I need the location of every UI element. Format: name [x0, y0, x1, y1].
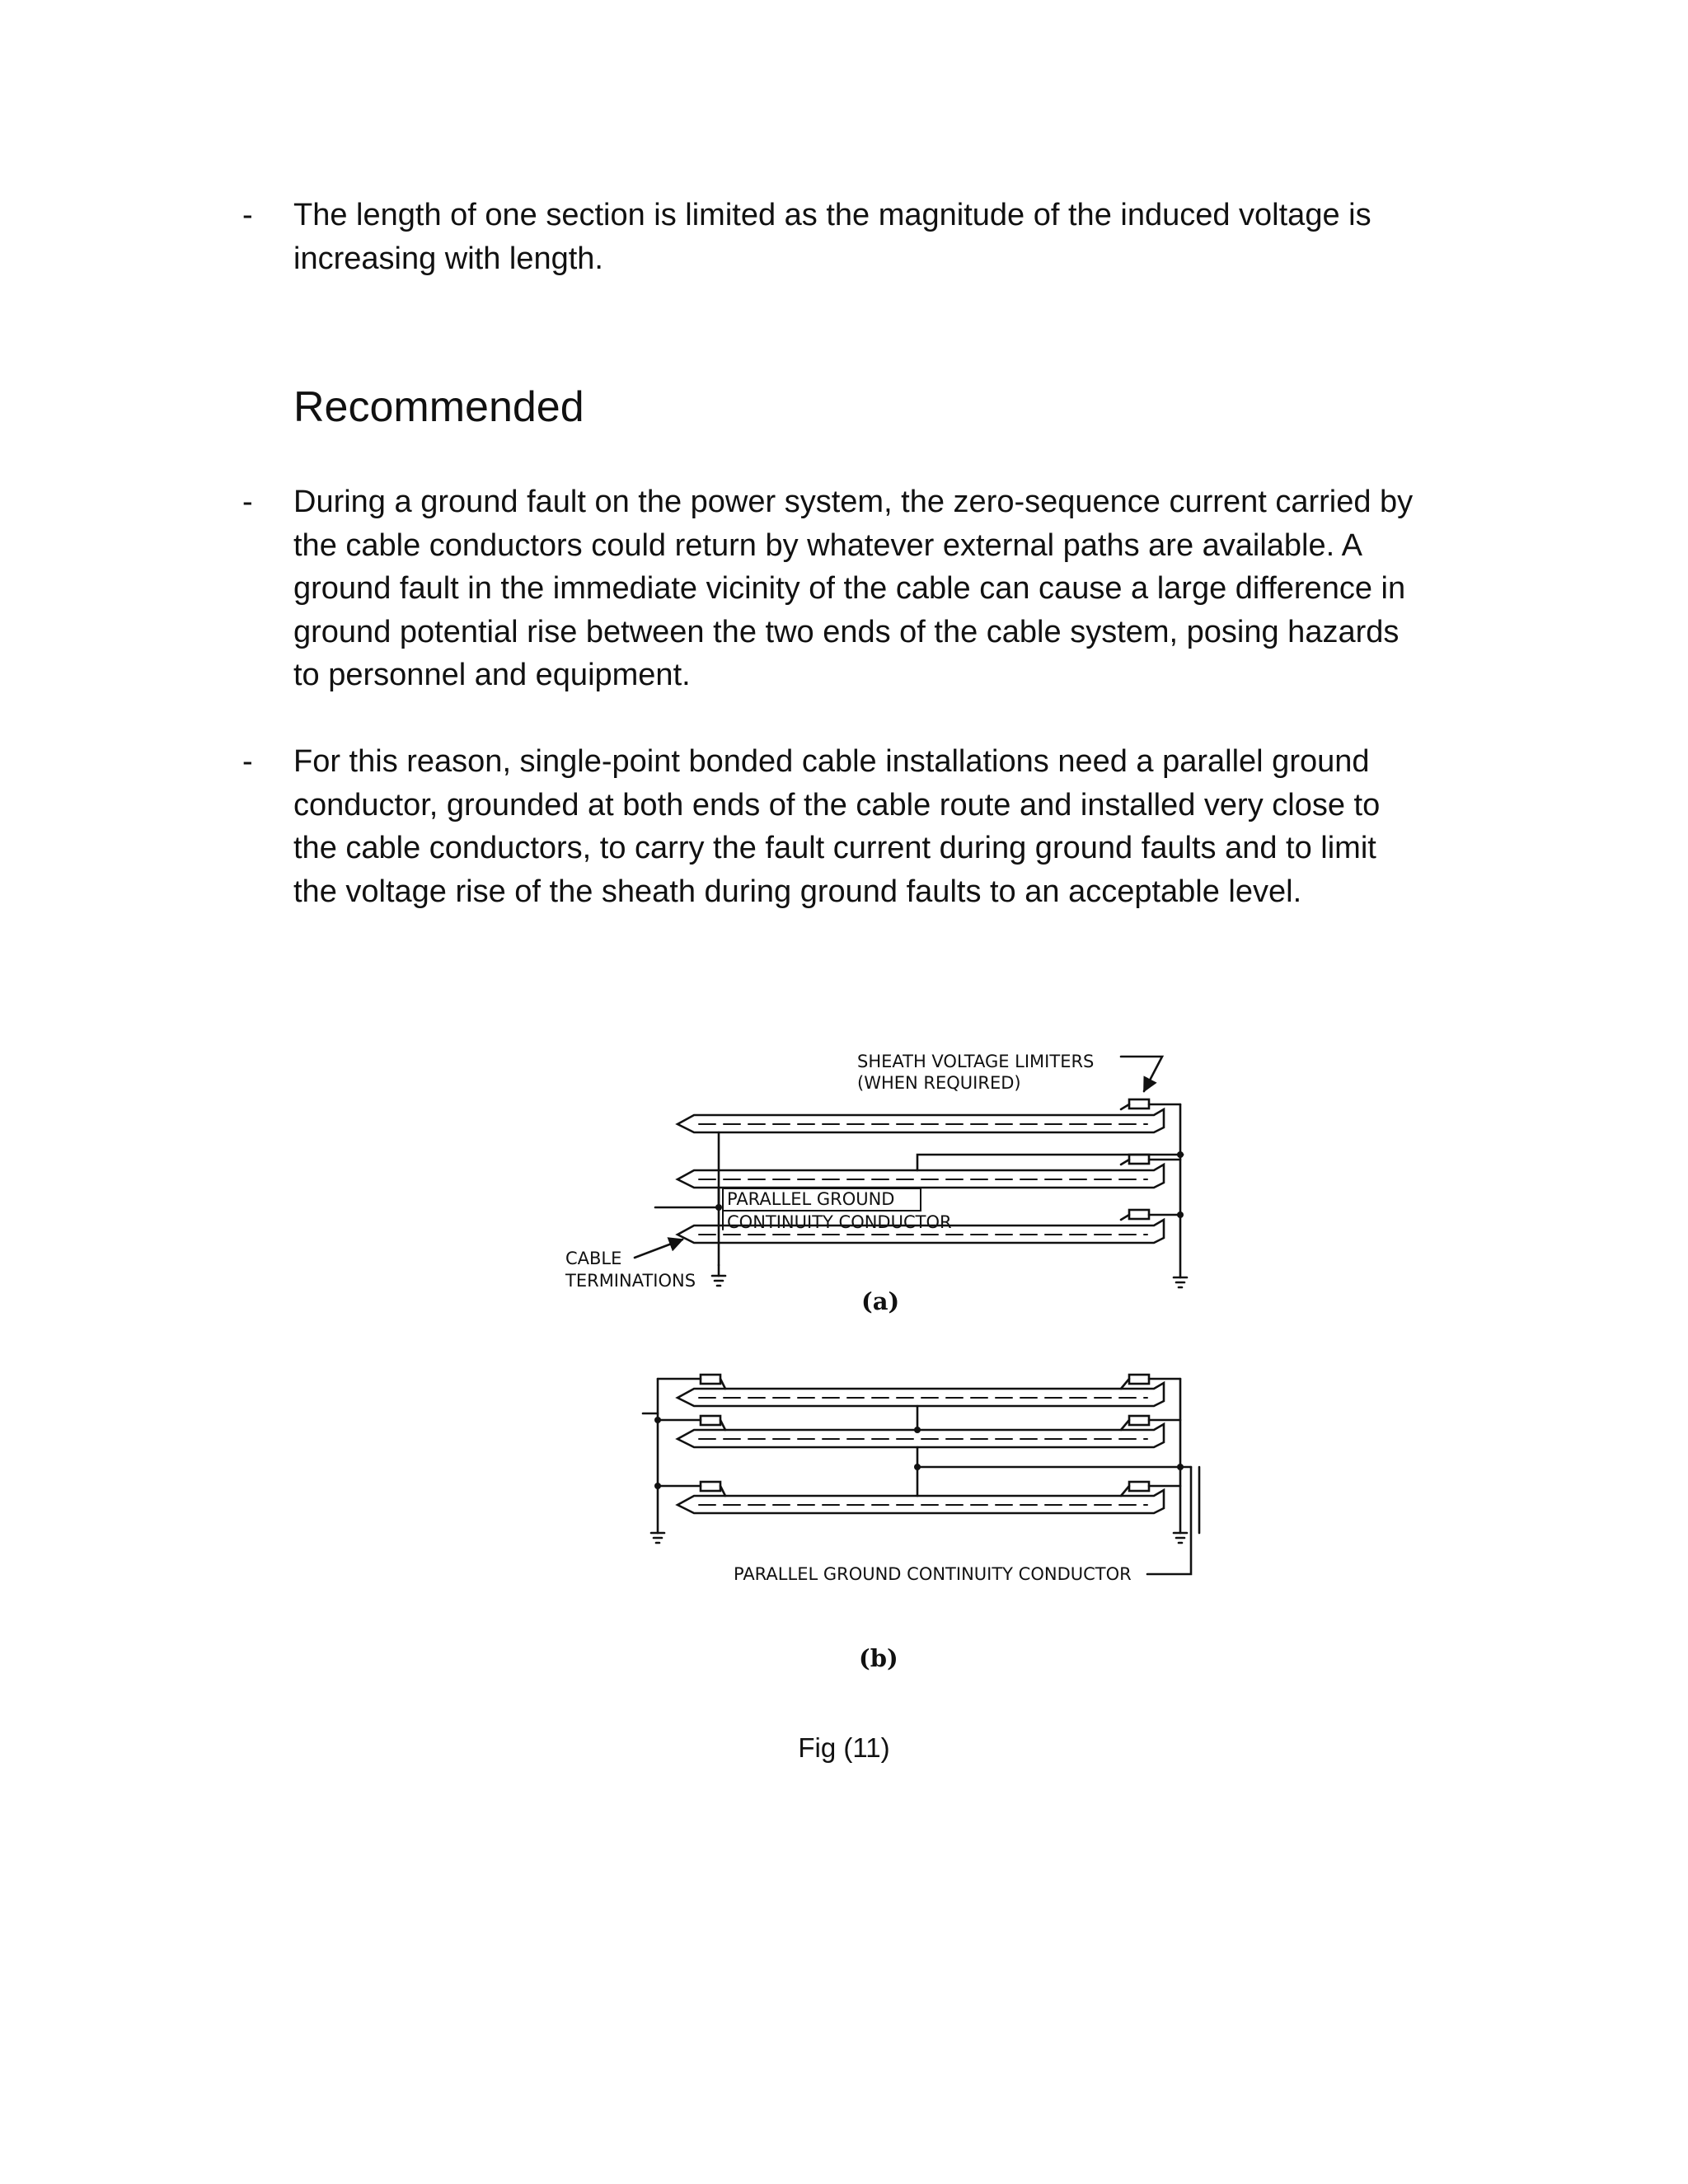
- text-line: increasing with length.: [293, 241, 603, 276]
- termination-label-line1: CABLE: [565, 1249, 622, 1268]
- text-line: For this reason, single-point bonded cable installations need a parallel ground: [293, 744, 1370, 779]
- text-line: During a ground fault on the power system, the zero-sequence current carried by: [293, 485, 1414, 519]
- text-line: the cable conductors could return by whatever external paths are available. A: [293, 527, 1362, 563]
- svl-label-line2: (WHEN REQUIRED): [857, 1073, 1021, 1093]
- text-line: ground potential rise between the two ends of the cable system, posing hazards: [293, 614, 1400, 649]
- svl-a2: [1121, 1155, 1180, 1165]
- termination-leader-arrow: [635, 1240, 682, 1258]
- cable-a1: [678, 1109, 1164, 1132]
- svl-a3: [1121, 1210, 1180, 1220]
- svl-label-line1: SHEATH VOLTAGE LIMITERS: [857, 1052, 1095, 1071]
- bonding-diagram-figure: [560, 1038, 1220, 1698]
- cable-a2: [678, 1165, 1164, 1188]
- text-line: the voltage rise of the sheath during ground faults to an acceptable level.: [293, 874, 1302, 909]
- pgc-label-line1: PARALLEL GROUND: [727, 1189, 895, 1209]
- text-line: the cable conductors, to carry the fault current during ground faults and to limit: [293, 831, 1376, 865]
- svl-a1: [1121, 1099, 1180, 1109]
- svl-leader-arrow: [1121, 1057, 1162, 1091]
- section-heading: Recommended: [293, 383, 584, 431]
- text-line: to personnel and equipment.: [293, 658, 691, 692]
- bonding-diagram: [560, 1038, 1220, 1698]
- bullet-text: [293, 194, 1513, 280]
- subfigure-a-label: (a): [861, 1287, 900, 1315]
- bullet-marker: -: [242, 485, 253, 519]
- bullet-text: [293, 480, 1513, 697]
- svl-b-left: [651, 1375, 725, 1543]
- text-line: The length of one section is limited as the magnitude of the induced voltage is: [293, 198, 1372, 232]
- cable-b3: [678, 1490, 1164, 1513]
- bullet-marker: -: [242, 198, 253, 232]
- text-line: conductor, grounded at both ends of the cable route and installed very close to: [293, 787, 1381, 823]
- termination-label-line2: TERMINATIONS: [565, 1271, 696, 1291]
- pgc-b-label: PARALLEL GROUND CONTINUITY CONDUCTOR: [734, 1564, 1132, 1584]
- bullet-marker: -: [242, 744, 253, 779]
- figure-caption: Fig (11): [798, 1732, 890, 1763]
- cable-b2: [678, 1424, 1164, 1447]
- pgc-b-leader: [1147, 1467, 1191, 1574]
- pgc-right-run: [917, 1155, 1183, 1170]
- bullet-text: [293, 740, 1513, 913]
- text-line: ground fault in the immediate vicinity of the cable can cause a large difference in: [293, 571, 1406, 606]
- subfigure-b-label: (b): [859, 1644, 898, 1672]
- cable-b1: [678, 1383, 1164, 1406]
- svl-b-right: [1121, 1375, 1187, 1543]
- pgc-label-line2: CONTINUITY CONDUCTOR: [727, 1212, 952, 1232]
